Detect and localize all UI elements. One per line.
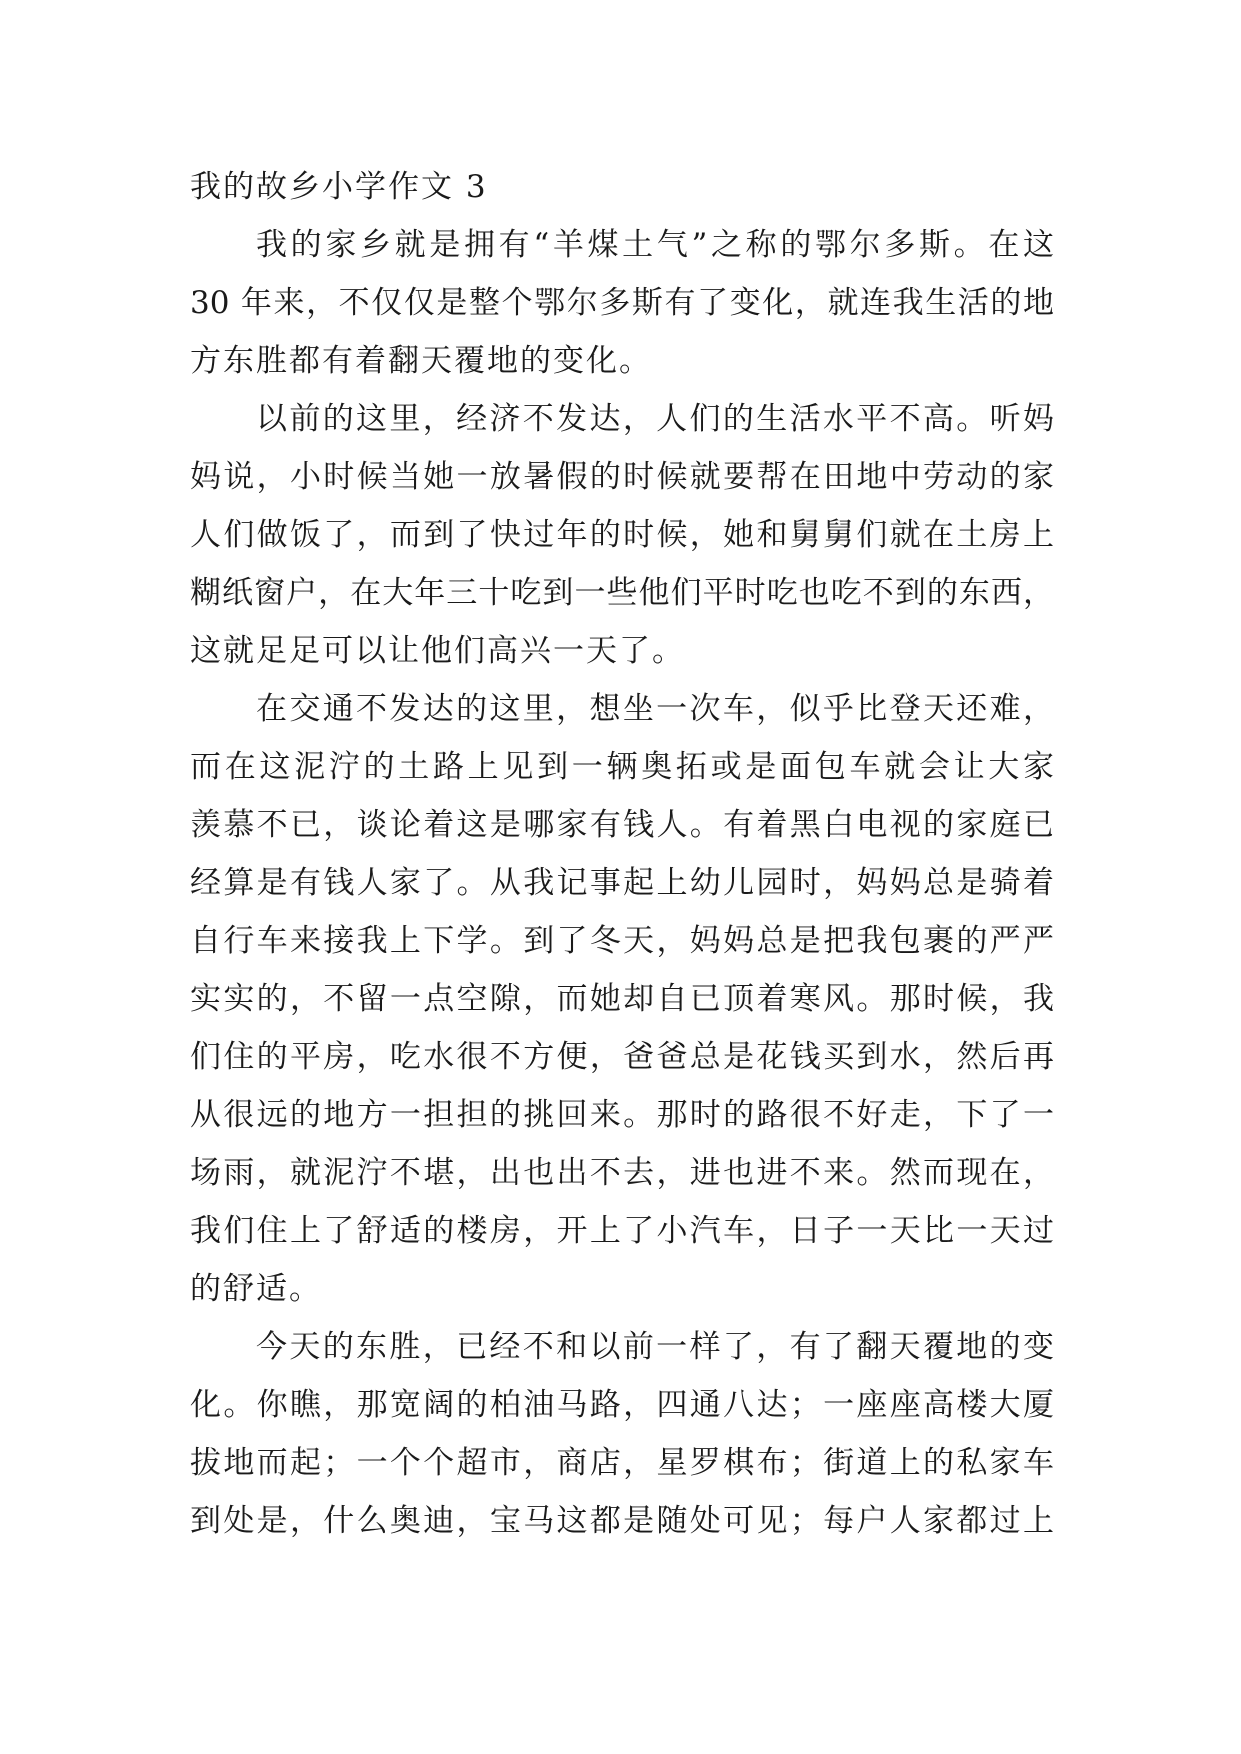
text-line: 羡慕不已，谈论着这是哪家有钱人。有着黑白电视的家庭已	[190, 807, 1054, 843]
document-title: 我的故乡小学作文 3	[190, 169, 488, 205]
text-line: 从很远的地方一担担的挑回来。那时的路很不好走，下了一	[190, 1097, 1054, 1133]
text-line: 方东胜都有着翻天覆地的变化。	[190, 343, 652, 379]
text-line: 拔地而起；一个个超市，商店，星罗棋布；街道上的私家车	[190, 1445, 1054, 1481]
text-line: 我们住上了舒适的楼房，开上了小汽车，日子一天比一天过	[190, 1213, 1054, 1249]
paragraph-1	[190, 216, 1054, 390]
paragraph-3	[190, 680, 1054, 1318]
text-line: 化。你瞧，那宽阔的柏油马路，四通八达；一座座高楼大厦	[190, 1387, 1054, 1423]
text-line: 的舒适。	[190, 1271, 322, 1307]
text-line: 到处是，什么奥迪，宝马这都是随处可见；每户人家都过上	[190, 1503, 1054, 1539]
text-line: 自行车来接我上下学。到了冬天，妈妈总是把我包裹的严严	[190, 923, 1054, 959]
text-line: 人们做饭了，而到了快过年的时候，她和舅舅们就在土房上	[190, 517, 1054, 553]
text-line: 以前的这里，经济不发达，人们的生活水平不高。听妈	[256, 401, 1054, 437]
text-line: 这就足足可以让他们高兴一天了。	[190, 633, 685, 669]
text-line: 我的家乡就是拥有“羊煤土气”之称的鄂尔多斯。在这	[256, 227, 1054, 263]
text-line: 场雨，就泥泞不堪，出也出不去，进也进不来。然而现在，	[190, 1155, 1054, 1191]
text-line: 妈说，小时候当她一放暑假的时候就要帮在田地中劳动的家	[190, 459, 1054, 495]
paragraph-2	[190, 390, 1054, 680]
text-line: 而在这泥泞的土路上见到一辆奥拓或是面包车就会让大家	[190, 749, 1054, 785]
text-line: 糊纸窗户，在大年三十吃到一些他们平时吃也吃不到的东西，	[190, 575, 1054, 611]
document-body	[190, 158, 1054, 1550]
paragraph-4	[190, 1318, 1054, 1550]
text-line: 经算是有钱人家了。从我记事起上幼儿园时，妈妈总是骑着	[190, 865, 1054, 901]
text-line: 实实的，不留一点空隙，而她却自已顶着寒风。那时候，我	[190, 981, 1054, 1017]
text-line: 30 年来，不仅仅是整个鄂尔多斯有了变化，就连我生活的地	[190, 285, 1054, 321]
text-line: 们住的平房，吃水很不方便，爸爸总是花钱买到水，然后再	[190, 1039, 1054, 1075]
text-line: 今天的东胜，已经不和以前一样了，有了翻天覆地的变	[256, 1329, 1054, 1365]
text-line: 在交通不发达的这里，想坐一次车，似乎比登天还难，	[256, 691, 1054, 727]
